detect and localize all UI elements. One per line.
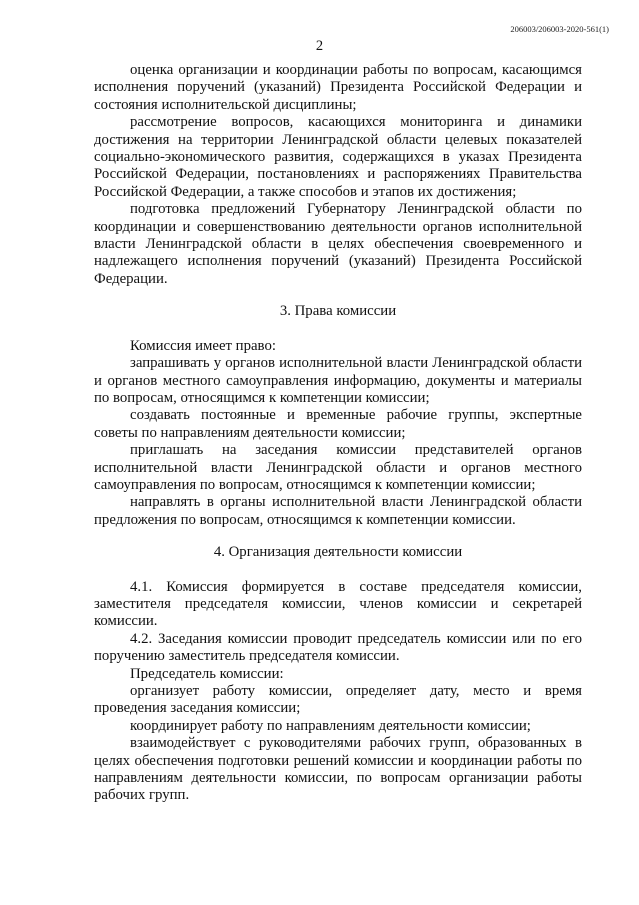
document-body bbox=[94, 62, 582, 805]
paragraph-monitoring: рассмотрение вопросов, касающихся мониторинга и динамики достижения на территории Ленинградской области целевых показателей социально-экономического развития, содержащихся в указах Президента Российской Федерации, постановлениях и распоряжениях Правительства Российской Федерации, а также способов и этапов их достижения; bbox=[94, 114, 582, 200]
page-number: 2 bbox=[315, 38, 324, 54]
paragraph-organizes: организует работу комиссии, определяет дату, место и время проведения заседания комиссии; bbox=[94, 683, 582, 717]
document-id: 206003/206003-2020-561(1) bbox=[510, 24, 609, 34]
paragraph-coordinates: координирует работу по направлениям деятельности комиссии; bbox=[130, 717, 531, 734]
paragraph-4-2: 4.2. Заседания комиссии проводит председатель комиссии или по его поручению заместитель председателя комиссии. bbox=[94, 630, 582, 665]
section-heading-rights: 3. Права комиссии bbox=[279, 303, 397, 320]
paragraph-send-proposals: направлять в органы исполнительной власти Ленинградской области предложения по вопросам, относящимся к компетенции комиссии. bbox=[94, 494, 582, 528]
paragraph-create-groups: создавать постоянные и временные рабочие группы, экспертные советы по направлениям деятельности комиссии; bbox=[94, 407, 582, 441]
paragraph-invite: приглашать на заседания комиссии представителей органов исполнительной власти Ленинградской области и органов местного самоуправления по вопросам, относящимся к компетенции комиссии; bbox=[94, 442, 582, 493]
paragraph-proposals: подготовка предложений Губернатору Ленинградской области по координации и совершенствованию деятельности органов исполнительной власти Ленинградской области в целях обеспечения своевременного и надлежащего исполнения поручений (указаний) Президента Российской Федерации. bbox=[94, 201, 582, 287]
paragraph-request-info: запрашивать у органов исполнительной власти Ленинградской области и органов местного самоуправления информацию, документы и материалы по вопросам, относящимся к компетенции комиссии; bbox=[94, 355, 582, 406]
section-heading-organization: 4. Организация деятельности комиссии bbox=[213, 544, 463, 561]
paragraph-rights-intro: Комиссия имеет право: bbox=[130, 337, 276, 354]
paragraph-assessment: оценка организации и координации работы по вопросам, касающимся исполнения поручений (указаний) Президента Российской Федерации и состояния исполнительской дисциплины; bbox=[94, 62, 582, 113]
paragraph-chairman: Председатель комиссии: bbox=[130, 665, 284, 682]
paragraph-interacts: взаимодействует с руководителями рабочих групп, образованных в целях обеспечения подготовки решений комиссии и координации работы по направлениям деятельности комиссии, по вопросам организации работы рабочих групп. bbox=[94, 735, 582, 804]
paragraph-4-1: 4.1. Комиссия формируется в составе председателя комиссии, заместителя председателя комиссии, членов комиссии и секретарей комиссии. bbox=[94, 578, 582, 630]
